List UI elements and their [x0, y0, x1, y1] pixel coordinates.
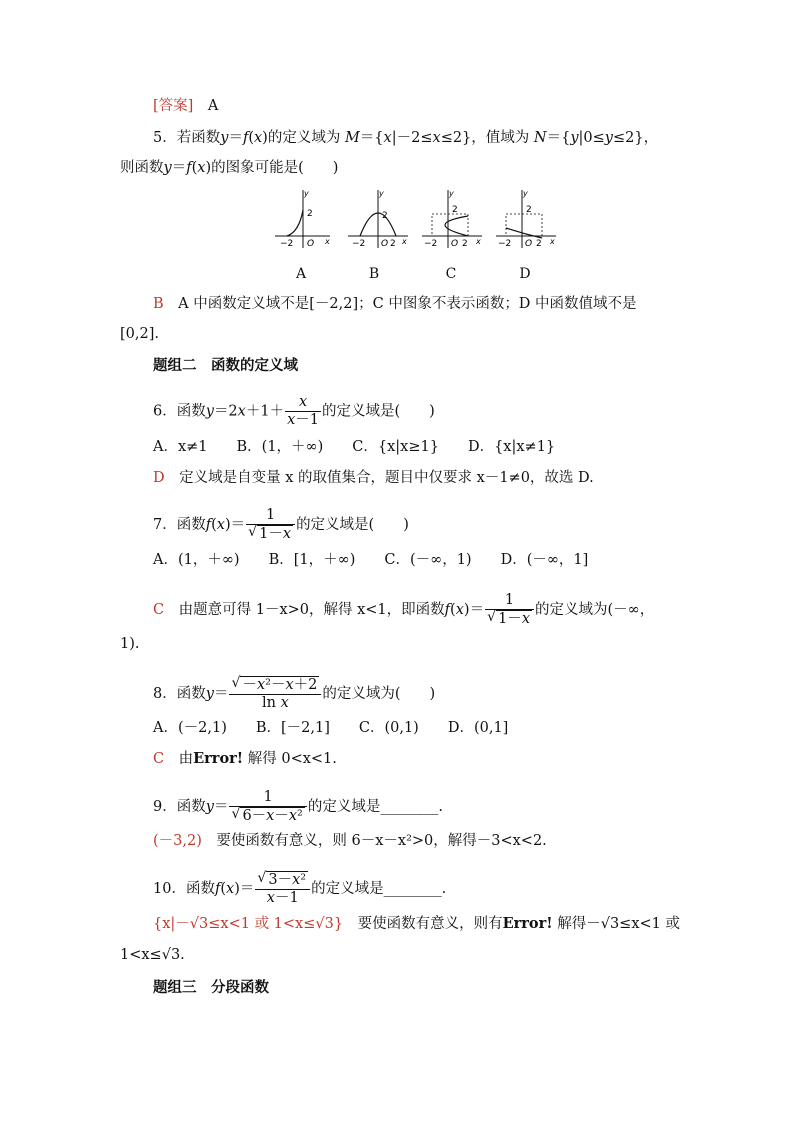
q8-error: Error! [193, 750, 244, 767]
svg-text:−2: −2 [280, 239, 294, 249]
graph-label-b: B [368, 266, 380, 282]
svg-text:2: 2 [382, 211, 388, 221]
q10-fraction: √ 3－x² x－1 [255, 871, 310, 907]
q10-explain-line1 [153, 914, 680, 934]
svg-text:y: y [449, 189, 454, 198]
svg-text:2: 2 [307, 209, 313, 219]
q10-stem: 10．函数f(x)＝ √ 3－x² x－1 的定义域是________. [153, 870, 447, 906]
q5-graphs [270, 188, 560, 258]
svg-text:2: 2 [452, 205, 458, 215]
q10-tail: 的定义域是________. [311, 881, 447, 897]
q9-explain-line [153, 831, 547, 851]
q5-stem-line2: 则函数y＝f(x)的图象可能是( ) [120, 160, 339, 176]
q9-stem: 9．函数y＝ 1 √ 6－x－x² 的定义域是________. [153, 789, 443, 824]
q9-tail: 的定义域是________. [307, 799, 443, 815]
q7-explain-line1: C 由题意可得 1－x>0，解得 x<1，即函数f(x)＝ 1 √ 1－x 的定义域为(－∞， [153, 592, 655, 627]
svg-text:−2: −2 [424, 239, 438, 249]
svg-text:2: 2 [462, 239, 468, 249]
q5-prefix: 5．若函数 [153, 130, 221, 146]
q7-fraction: 1 √ 1－x [246, 507, 295, 543]
svg-text:O: O [307, 239, 315, 249]
q10-explain-a: 要使函数有意义，则有 [357, 916, 503, 932]
q7-explain-b: 的定义域为(－∞， [535, 602, 655, 618]
svg-text:−2: −2 [352, 239, 366, 249]
q7-answer: C [153, 602, 165, 618]
q5-prefix2: 则函数 [120, 160, 164, 176]
svg-text:x: x [550, 237, 555, 246]
svg-text:O: O [525, 239, 533, 249]
q7-stem: 7．函数f(x)＝ 1 √ 1－x 的定义域是( ) [153, 507, 409, 542]
q10-error: Error! [502, 915, 553, 932]
q9-answer: (－3,2) [153, 833, 202, 849]
graph-a [275, 189, 330, 249]
q6-stem: 6．函数y＝2x＋1＋ $\frac{x}{x-1}$ 的定义域是( ) [153, 394, 435, 428]
answer-value: A [207, 98, 219, 114]
q6-answer: D [153, 470, 165, 486]
q5-stem-line1: 5．若函数y＝f(x)的定义域为 M＝{x|－2≤x≤2}，值域为 N＝{y|0≤y≤2}， [153, 130, 659, 146]
q8-fraction: √ －x²－x＋2 ln x [229, 676, 321, 712]
graph-label-c: C [445, 266, 457, 282]
q6-explain-line [153, 468, 594, 488]
q5-answer: B [153, 296, 164, 312]
answer-tag: [答案] [153, 98, 194, 114]
q8-options: A．(－2,1) B．[－2,1] C．(0,1) D．(0,1] [153, 720, 509, 736]
q10-answer: {x|－√3≤x<1 或 1<x≤√3} [153, 916, 344, 932]
q9-prefix: 9．函数 [153, 799, 206, 815]
graph-b [348, 189, 408, 249]
group2-title: 题组二 函数的定义域 [153, 357, 298, 374]
q9-fraction: 1 √ 6－x－x² [229, 789, 306, 825]
svg-text:x: x [325, 237, 330, 246]
graph-label-a: A [295, 266, 307, 282]
q7-prefix: 7．函数 [153, 517, 206, 533]
q5-explain-line2: [0,2]. [120, 326, 159, 342]
q6-explain: 定义域是自变量 x 的取值集合，题目中仅要求 x－1≠0，故选 D. [179, 470, 594, 486]
q8-answer: C [153, 751, 165, 767]
svg-text:−2: −2 [498, 239, 512, 249]
graph-c [422, 189, 482, 249]
svg-text:2: 2 [536, 239, 542, 249]
svg-text:y: y [304, 189, 309, 198]
graph-label-d: D [519, 266, 531, 282]
previous-answer-line [153, 96, 218, 116]
q10-explain-b: 解得－√3≤x<1 或 [557, 916, 680, 932]
q10-prefix: 10．函数 [153, 881, 215, 897]
svg-text:x: x [402, 237, 407, 246]
q8-tail: 的定义域为( ) [322, 686, 436, 702]
svg-text:O: O [451, 239, 459, 249]
graph-d [496, 189, 556, 249]
group3-title: 题组三 分段函数 [153, 979, 269, 996]
q9-explain: 要使函数有意义，则 6－x－x²>0，解得－3<x<2. [216, 833, 547, 849]
q6-prefix: 6．函数 [153, 403, 206, 420]
q7-options: A．(1，＋∞) B．[1，＋∞) C．(－∞，1) D．(－∞，1] [153, 552, 589, 568]
svg-text:2: 2 [526, 205, 532, 215]
q8-prefix: 8．函数 [153, 686, 206, 702]
svg-text:y: y [523, 189, 528, 198]
q7-explain-fraction: 1 √ 1－x [485, 592, 534, 628]
q7-explain-line2: 1). [120, 636, 140, 652]
q5-explain1: A 中函数定义域不是[－2,2]；C 中图象不表示函数；D 中函数值域不是 [178, 296, 637, 312]
q6-options: A．x≠1 B．(1，＋∞) C．{x|x≥1} D．{x|x≠1} [153, 439, 556, 455]
q8-stem: 8．函数y＝ √ －x²－x＋2 ln x 的定义域为( ) [153, 675, 436, 711]
q8-explain-line [153, 749, 337, 769]
svg-text:O: O [381, 239, 389, 249]
q6-tail: 的定义域是( ) [322, 403, 435, 420]
q6-fraction: $\frac{x}{x-1}$ [287, 394, 320, 428]
svg-text:x: x [476, 237, 481, 246]
q7-tail: 的定义域是( ) [296, 517, 409, 533]
svg-text:2: 2 [390, 239, 396, 249]
q10-explain-line2: 1<x≤√3. [120, 947, 185, 963]
q5-explain-line1 [153, 294, 637, 314]
q8-explain-a: 由 [178, 751, 194, 767]
q7-explain-a: 由题意可得 1－x>0，解得 x<1，即函数 [178, 602, 445, 618]
svg-text:y: y [379, 189, 384, 198]
q8-explain-b: 解得 0<x<1. [247, 751, 337, 767]
